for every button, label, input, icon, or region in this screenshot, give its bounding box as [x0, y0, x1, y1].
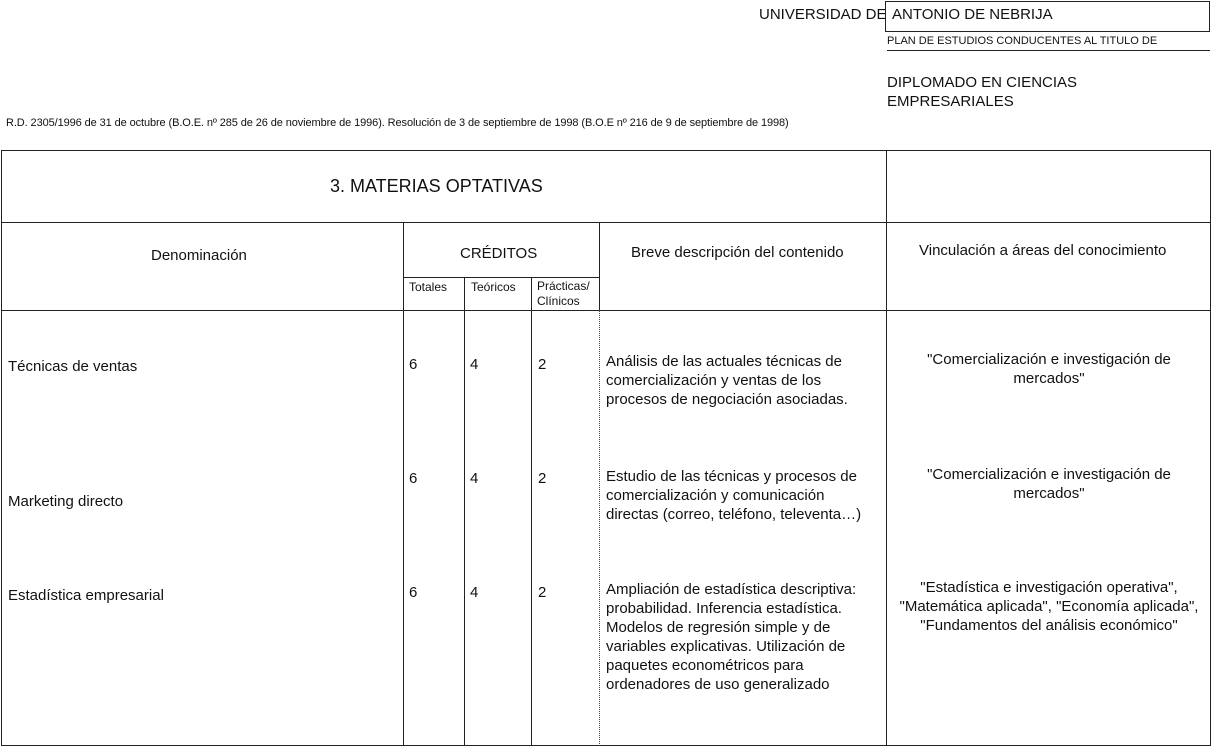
- col-divider-totales: [403, 222, 404, 746]
- degree-title-line-1: DIPLOMADO EN CIENCIAS: [887, 74, 1078, 91]
- row-vinculacion: "Estadística e investigación operativa", "Matemática aplicada", "Economía aplicada", "Fundamentos del análisis económico": [899, 579, 1199, 634]
- row-practicas: 2: [538, 356, 547, 373]
- row-teoricos: 4: [470, 584, 479, 601]
- header-bottom-border: [1, 310, 1210, 311]
- col-divider-teoricos: [464, 277, 465, 746]
- row-totales: 6: [409, 356, 418, 373]
- table-top-border: [1, 150, 1210, 151]
- row-denominacion: Marketing directo: [8, 493, 124, 510]
- plan-underline: [887, 50, 1210, 51]
- row-totales: 6: [409, 470, 418, 487]
- header-divider: [1, 222, 1210, 223]
- degree-title-line-2: EMPRESARIALES: [887, 93, 1014, 110]
- header-totales: Totales: [409, 280, 448, 294]
- plan-label: PLAN DE ESTUDIOS CONDUCENTES AL TITULO DE: [887, 35, 1158, 47]
- university-label: UNIVERSIDAD DE: [759, 6, 887, 23]
- row-totales: 6: [409, 584, 418, 601]
- section-title: 3. MATERIAS OPTATIVAS: [330, 176, 543, 196]
- row-teoricos: 4: [470, 356, 479, 373]
- row-descripcion: Estudio de las técnicas y procesos de comercialización y comunicación directas (correo, teléfono, televenta…): [606, 468, 862, 523]
- header-creditos: CRÉDITOS: [460, 245, 538, 262]
- row-vinculacion: "Comercialización e investigación de mercados": [927, 466, 1171, 502]
- row-teoricos: 4: [470, 470, 479, 487]
- table-left-border: [1, 150, 2, 746]
- row-practicas: 2: [538, 470, 547, 487]
- col-divider-vinculacion: [886, 150, 887, 746]
- header-practicas: Prácticas/ Clínicos: [537, 279, 590, 308]
- creditos-subheader-divider: [403, 277, 599, 278]
- row-descripcion: Análisis de las actuales técnicas de comercialización y ventas de los procesos de negociación asociadas.: [606, 353, 848, 408]
- university-name: ANTONIO DE NEBRIJA: [892, 6, 1053, 23]
- row-denominacion: Técnicas de ventas: [8, 358, 138, 375]
- degree-title: [887, 73, 1077, 111]
- row-denominacion: Estadística empresarial: [8, 587, 164, 604]
- col-divider-practicas: [531, 277, 532, 746]
- table-right-border: [1210, 150, 1211, 746]
- table-bottom-border: [1, 745, 1210, 746]
- header-denominacion: Denominación: [151, 247, 247, 264]
- col-divider-descripcion: [599, 222, 600, 310]
- col-divider-descripcion-dotted: [599, 310, 600, 746]
- row-vinculacion: "Comercialización e investigación de mercados": [927, 351, 1171, 387]
- row-practicas: 2: [538, 584, 547, 601]
- header-vinculacion: Vinculación a áreas del conocimiento: [919, 242, 1167, 259]
- row-descripcion: Ampliación de estadística descriptiva: probabilidad. Inferencia estadística. Modelos de regresión simple y de variables explicativas. Utilización de paquetes econométricos para ordenadores de uso generalizado: [606, 581, 857, 693]
- header-descripcion: Breve descripción del contenido: [631, 244, 844, 261]
- legal-reference: R.D. 2305/1996 de 31 de octubre (B.O.E. nº 285 de 26 de noviembre de 1996). Resolución de 3 de septiembre de 1998 (B.O.E nº 216 de 9 de septiembre de 1998): [6, 117, 789, 129]
- header-teoricos: Teóricos: [471, 280, 516, 294]
